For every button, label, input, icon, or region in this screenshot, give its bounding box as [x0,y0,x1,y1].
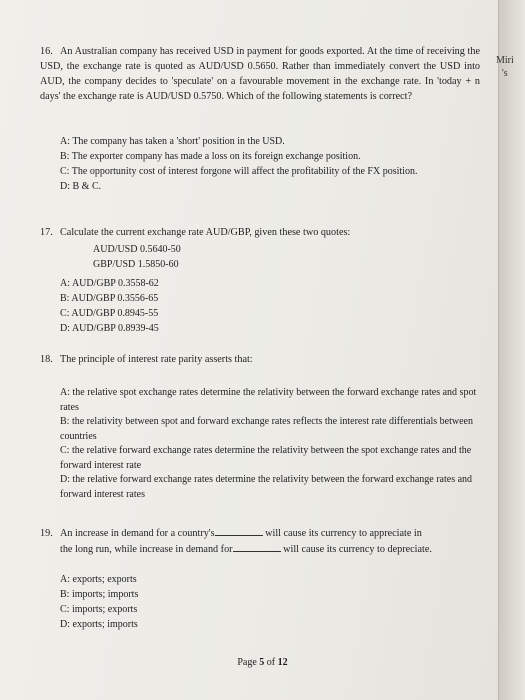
option-c: C: The opportunity cost of interest forgone will affect the profitability of the FX position. [60,166,418,177]
question-17-options [60,276,480,336]
quote-gbp-usd: GBP/USD 1.5850-60 [93,259,179,270]
page-total: 12 [277,657,288,668]
question-19 [40,525,480,557]
adjacent-page-edge [498,0,525,700]
option-b: B: AUD/GBP 0.3556-65 [60,293,159,304]
question-text: Calculate the current exchange rate AUD/GBP, given these two quotes: [60,227,351,238]
option-a: A: AUD/GBP 0.3558-62 [60,278,159,289]
margin-note-line2: 's [502,68,508,79]
option-d: D: B & C. [60,181,102,192]
option-a: A: exports; exports [60,574,137,585]
option-c: C: AUD/GBP 0.8945-55 [60,308,159,319]
question-text: An Australian company has received USD in payment for goods exported. At the time of receiving the USD, the exchange rate is quoted as AUD/USD 0.5650. Rather than immediately convert the USD into AUD, the company decides to 'speculate' on a favourable movement in the exchange rate. In 'today + n days' the exchange rate is AUD/USD 0.5750. Which of the following statements is correct? [40,46,480,102]
option-b: B: the relativity between spot and forward exchange rates reflects the interest rate differentials between countries [60,416,473,442]
option-c: C: the relative forward exchange rates determine the relativity between the spot exchange rates and the forward interest rate [60,445,472,471]
question-number: 19. [40,528,53,539]
page-footer [0,657,525,668]
question-16-options [60,134,480,194]
question-16 [40,44,480,104]
question-19-options [60,572,480,632]
answer-blank-1 [215,525,263,536]
question-17 [40,225,480,240]
question-text-part2: will cause its currency to appreciate in [265,528,422,539]
question-text-part1: An increase in demand for a country's [60,528,215,539]
margin-note-line1: Miri [496,55,514,66]
question-text-part4: will cause its currency to depreciate. [283,544,432,555]
page-of: of [264,657,278,668]
question-text-part3: the long run, while increase in demand for [60,544,233,555]
question-number: 17. [40,227,53,238]
option-d: D: the relative forward exchange rates determine the relativity between the forward exchange rates and forward interest rates [60,474,473,500]
question-text: The principle of interest rate parity asserts that: [60,354,253,365]
option-d: D: AUD/GBP 0.8939-45 [60,323,159,334]
question-number: 16. [40,46,53,57]
option-a: A: the relative spot exchange rates determine the relativity between the forward exchange rates and spot rates [60,387,477,413]
question-number: 18. [40,354,53,365]
option-b: B: The exporter company has made a loss on its foreign exchange position. [60,151,361,162]
page-label: Page [237,657,260,668]
option-b: B: imports; imports [60,589,139,600]
question-18-options [60,386,480,502]
question-17-quotes [93,242,181,272]
option-d: D: exports; imports [60,619,138,630]
question-18 [40,352,480,367]
quote-aud-usd: AUD/USD 0.5640-50 [93,244,181,255]
option-c: C: imports; exports [60,604,138,615]
option-a: A: The company has taken a 'short' position in the USD. [60,136,285,147]
page-current: 5 [259,657,265,668]
answer-blank-2 [233,541,281,552]
